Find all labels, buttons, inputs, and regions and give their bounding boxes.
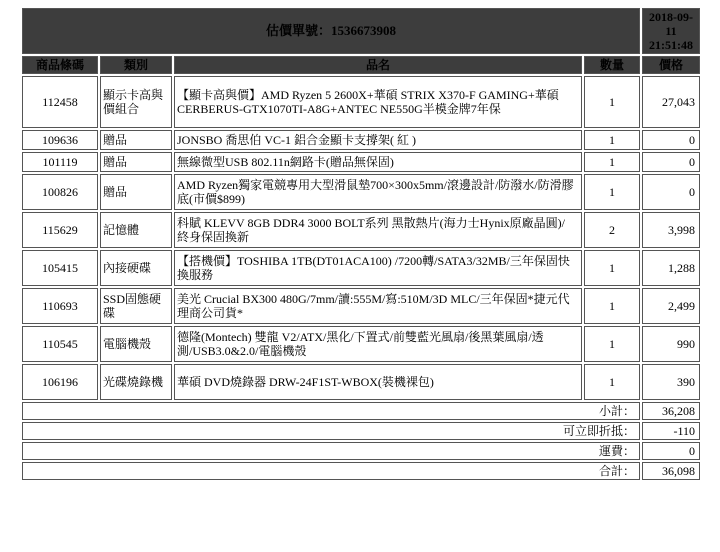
item-category: 贈品 bbox=[100, 130, 172, 150]
subtotal-label: 小計： bbox=[22, 402, 640, 420]
item-category: 記憶體 bbox=[100, 212, 172, 248]
item-code: 110693 bbox=[22, 288, 98, 324]
item-qty: 1 bbox=[584, 250, 640, 286]
table-row bbox=[22, 326, 700, 362]
discount-row bbox=[22, 422, 700, 440]
quote-date: 2018-09-11 bbox=[649, 10, 694, 38]
col-header-name: 品名 bbox=[174, 56, 582, 74]
item-code: 115629 bbox=[22, 212, 98, 248]
quotation-header bbox=[22, 8, 700, 54]
item-qty: 1 bbox=[584, 130, 640, 150]
col-header-qty: 數量 bbox=[584, 56, 640, 74]
item-qty: 1 bbox=[584, 326, 640, 362]
total-label: 合計： bbox=[22, 462, 640, 480]
table-row bbox=[22, 250, 700, 286]
table-row bbox=[22, 152, 700, 172]
table-row bbox=[22, 174, 700, 210]
item-price: 3,998 bbox=[642, 212, 700, 248]
item-name: 德隆(Montech) 雙龍 V2/ATX/黑化/下置式/前雙藍光風扇/後黑葉風扇/透測/USB3.0&2.0/電腦機殼 bbox=[174, 326, 582, 362]
item-category: 光碟燒錄機 bbox=[100, 364, 172, 400]
table-row bbox=[22, 288, 700, 324]
shipping-label: 運費： bbox=[22, 442, 640, 460]
col-header-category: 類別 bbox=[100, 56, 172, 74]
item-name: AMD Ryzen獨家電競專用大型滑鼠墊700×300x5mm/滾邊設計/防潑水/防滑膠底(市價$899) bbox=[174, 174, 582, 210]
item-code: 112458 bbox=[22, 76, 98, 128]
quotation-table bbox=[20, 6, 702, 482]
item-name: JONSBO 喬思伯 VC-1 鋁合金顯卡支撐架( 紅 ) bbox=[174, 130, 582, 150]
col-header-code: 商品條碼 bbox=[22, 56, 98, 74]
item-qty: 1 bbox=[584, 76, 640, 128]
item-price: 27,043 bbox=[642, 76, 700, 128]
item-category: SSD固態硬碟 bbox=[100, 288, 172, 324]
total-value: 36,098 bbox=[642, 462, 700, 480]
table-row bbox=[22, 130, 700, 150]
subtotal-value: 36,208 bbox=[642, 402, 700, 420]
item-price: 0 bbox=[642, 130, 700, 150]
col-header-price: 價格 bbox=[642, 56, 700, 74]
total-row bbox=[22, 462, 700, 480]
item-code: 110545 bbox=[22, 326, 98, 362]
item-qty: 1 bbox=[584, 288, 640, 324]
item-qty: 2 bbox=[584, 212, 640, 248]
item-category: 贈品 bbox=[100, 174, 172, 210]
item-code: 106196 bbox=[22, 364, 98, 400]
table-row bbox=[22, 364, 700, 400]
item-price: 0 bbox=[642, 152, 700, 172]
item-name: 【顯卡高與價】AMD Ryzen 5 2600X+華碩 STRIX X370-F GAMING+華碩 CERBERUS-GTX1070TI-A8G+ANTEC NE550G半模金牌7年保 bbox=[174, 76, 582, 128]
item-price: 390 bbox=[642, 364, 700, 400]
item-category: 顯示卡高與價組合 bbox=[100, 76, 172, 128]
item-name: 【搭機價】TOSHIBA 1TB(DT01ACA100) /7200轉/SATA3/32MB/三年保固快換服務 bbox=[174, 250, 582, 286]
shipping-row bbox=[22, 442, 700, 460]
item-code: 109636 bbox=[22, 130, 98, 150]
quote-datetime bbox=[642, 8, 700, 54]
item-category: 內接硬碟 bbox=[100, 250, 172, 286]
item-price: 2,499 bbox=[642, 288, 700, 324]
subtotal-row bbox=[22, 402, 700, 420]
item-code: 100826 bbox=[22, 174, 98, 210]
item-qty: 1 bbox=[584, 364, 640, 400]
item-name: 科賦 KLEVV 8GB DDR4 3000 BOLT系列 黑散熱片(海力士Hynix原廠晶圓)/ 終身保固換新 bbox=[174, 212, 582, 248]
item-qty: 1 bbox=[584, 152, 640, 172]
item-price: 0 bbox=[642, 174, 700, 210]
discount-value: -110 bbox=[642, 422, 700, 440]
item-name: 美光 Crucial BX300 480G/7mm/讀:555M/寫:510M/3D MLC/三年保固*捷元代理商公司貨* bbox=[174, 288, 582, 324]
table-row bbox=[22, 212, 700, 248]
item-category: 電腦機殼 bbox=[100, 326, 172, 362]
quote-number: 估價單號：1536673908 bbox=[22, 8, 640, 54]
item-qty: 1 bbox=[584, 174, 640, 210]
item-code: 101119 bbox=[22, 152, 98, 172]
table-row bbox=[22, 76, 700, 128]
column-headers bbox=[22, 56, 700, 74]
item-code: 105415 bbox=[22, 250, 98, 286]
item-name: 無線微型USB 802.11n網路卡(贈品無保固) bbox=[174, 152, 582, 172]
item-name: 華碩 DVD燒錄器 DRW-24F1ST-WBOX(裝機裸包) bbox=[174, 364, 582, 400]
item-category: 贈品 bbox=[100, 152, 172, 172]
shipping-value: 0 bbox=[642, 442, 700, 460]
item-price: 1,288 bbox=[642, 250, 700, 286]
discount-label: 可立即折抵： bbox=[22, 422, 640, 440]
quote-time: 21:51:48 bbox=[649, 38, 694, 52]
item-price: 990 bbox=[642, 326, 700, 362]
